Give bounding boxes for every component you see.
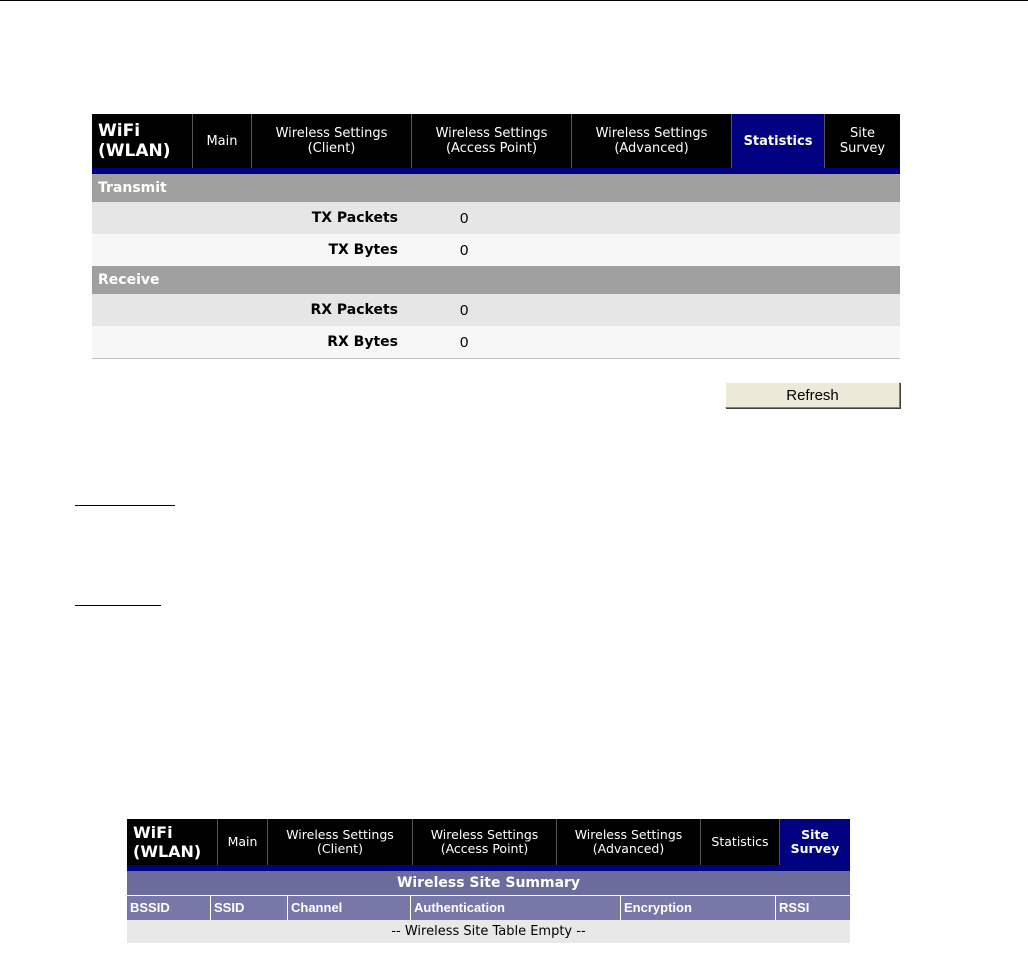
top-rule [0, 0, 1028, 1]
site-survey-panel [127, 819, 850, 943]
tx-packets-label: TX Packets [311, 210, 398, 226]
col-encryption: Encryption [621, 896, 776, 920]
tab-wireless-advanced[interactable]: Wireless Settings (Advanced) [571, 114, 731, 168]
tab-bar [127, 819, 850, 871]
blank-underline [75, 505, 175, 506]
tx-bytes-label: TX Bytes [328, 242, 398, 258]
stat-row [92, 294, 900, 326]
panel-title: WiFi (WLAN) [92, 114, 192, 168]
tab-site-survey[interactable]: Site Survey [779, 819, 850, 865]
stat-row [92, 326, 900, 359]
empty-table-message: -- Wireless Site Table Empty -- [127, 920, 850, 943]
tab-bar [92, 114, 900, 174]
statistics-panel [92, 114, 900, 359]
rx-packets-value: 0 [460, 301, 469, 319]
rx-packets-label: RX Packets [310, 302, 398, 318]
tab-wireless-access-point[interactable]: Wireless Settings (Access Point) [411, 114, 571, 168]
blank-underline [75, 605, 161, 606]
table-header-row [127, 896, 850, 920]
tab-main[interactable]: Main [217, 819, 267, 865]
stat-row [92, 234, 900, 266]
tab-wireless-client[interactable]: Wireless Settings (Client) [251, 114, 411, 168]
site-summary-title: Wireless Site Summary [127, 871, 850, 896]
receive-header: Receive [92, 266, 900, 294]
tx-bytes-value: 0 [460, 241, 469, 259]
tab-wireless-advanced[interactable]: Wireless Settings (Advanced) [556, 819, 700, 865]
tab-statistics[interactable]: Statistics [700, 819, 779, 865]
tab-statistics[interactable]: Statistics [731, 114, 824, 168]
tab-main[interactable]: Main [192, 114, 251, 168]
tab-wireless-access-point[interactable]: Wireless Settings (Access Point) [412, 819, 556, 865]
transmit-header: Transmit [92, 174, 900, 202]
tab-wireless-client[interactable]: Wireless Settings (Client) [267, 819, 412, 865]
col-channel: Channel [288, 896, 411, 920]
col-ssid: SSID [211, 896, 288, 920]
col-rssi: RSSI [779, 900, 810, 915]
tx-packets-value: 0 [460, 209, 469, 227]
col-bssid: BSSID [127, 896, 211, 920]
stat-row [92, 202, 900, 234]
rx-bytes-label: RX Bytes [327, 334, 398, 350]
rx-bytes-value: 0 [460, 333, 469, 351]
tab-site-survey[interactable]: Site Survey [824, 114, 900, 168]
panel-title: WiFi (WLAN) [127, 819, 217, 865]
col-authentication: Authentication [411, 896, 621, 920]
refresh-button[interactable]: Refresh [725, 382, 900, 408]
